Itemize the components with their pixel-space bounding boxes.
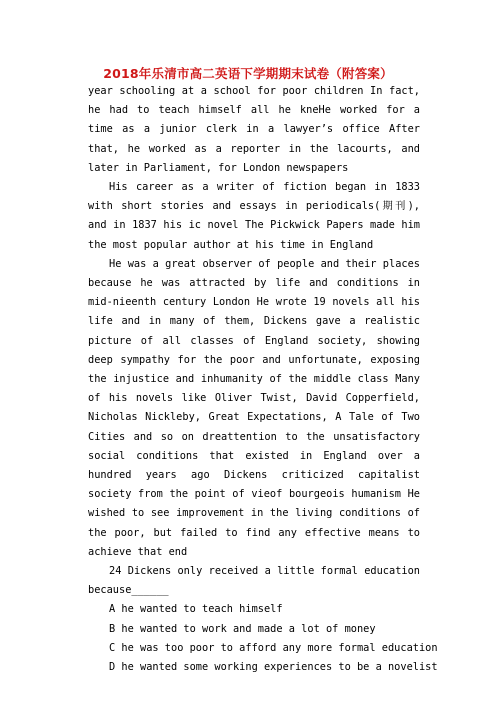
paragraph-2: His career as a writer of fiction began in 1833 with short stories and essays in periodicals(期刊), and in 1837 his ic novel The Pickwick Papers made him the most popular author at his time in England xyxy=(88,181,420,251)
document-body xyxy=(88,82,438,677)
paragraph-1: year schooling at a school for poor children In fact, he had to teach himself all he kneHe worked for a time as a junior clerk in a lawyer’s office After that, he worked as a reporter in the lacourts, and later in Parliament, for London newspapers xyxy=(88,85,420,174)
paragraph-3: He was a great observer of people and their places because he was attracted by life and conditions in mid-nieenth century London He wrote 19 novels all his life and in many of them, Dickens gave a realistic picture of all classes of England society, showing deep sympathy for the poor and unfortunate, exposing the injustice and inhumanity of the middle class Many of his novels like Oliver Twist, David Copperfield, Nicholas Nickleby, Great Expectations, A Tale of Two Cities and so on dreattention to the unsatisfactory social conditions that existed in England over a hundred years ago Dickens criticized capitalist society from the point of vieof bourgeois humanism He wished to see improvement in the living conditions of the poor, but failed to find any effective means to achieve that end xyxy=(88,257,420,558)
document-title: 2018年乐清市高二英语下学期期末试卷（附答案） xyxy=(103,66,393,81)
option-b: B he wanted to work and made a lot of money xyxy=(109,622,376,635)
option-d: D he wanted some working experiences to be a novelist xyxy=(109,661,438,674)
option-a: A he wanted to teach himself xyxy=(109,603,283,616)
question-stem: 24 Dickens only received a little formal education because______ xyxy=(88,565,420,597)
option-c: C he was too poor to afford any more formal education xyxy=(109,641,438,654)
